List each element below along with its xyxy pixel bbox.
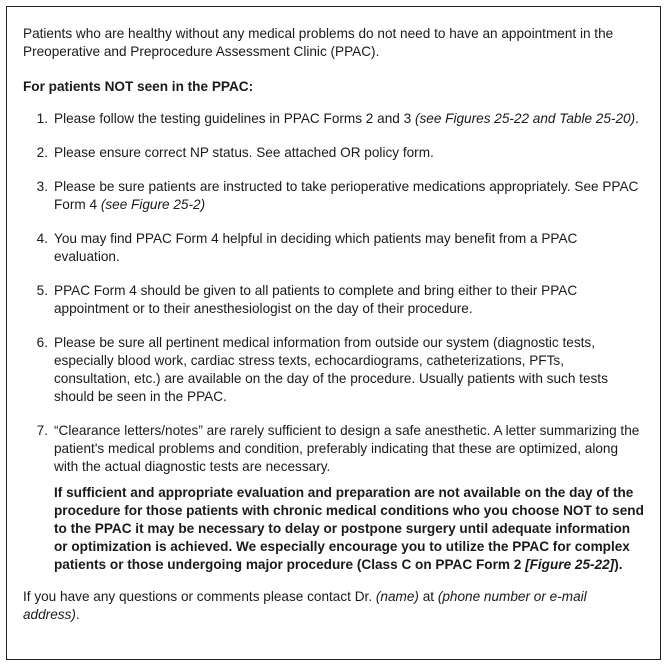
intro-paragraph: Patients who are healthy without any medical problems do not need to have an appointment in the Preoperative and Preprocedure Assessment Clinic (PPAC). — [23, 26, 614, 59]
list-item-number: 4. — [36, 231, 48, 246]
contact-name-placeholder: (name) — [375, 589, 419, 604]
instruction-list — [23, 110, 644, 476]
list-item-text — [54, 422, 644, 476]
list-item — [23, 110, 644, 128]
contact-text: If you have any questions or comments please contact Dr. — [23, 589, 376, 604]
ppac-notice-box — [6, 6, 661, 660]
warning-trailing: ). — [614, 557, 623, 572]
contact-text: . — [75, 607, 80, 622]
list-item — [23, 178, 644, 214]
list-item-number: 6. — [36, 335, 48, 350]
contact-paragraph — [23, 588, 644, 624]
list-item-text — [54, 230, 644, 266]
list-item-text — [54, 282, 644, 318]
contact-phone-placeholder: (phone number or e-mail address) — [23, 589, 587, 622]
item-text: Please be sure all pertinent medical information from outside our system (diagnostic tests, especially blood work, cardiac stress texts, echocardiograms, catheterizations, PFTs, consultation, etc.) are available on the day of the procedure. Usually patients with such tests should be seen in the PPAC. — [54, 335, 608, 404]
list-item — [23, 144, 644, 162]
item-text: Please be sure patients are instructed to take perioperative medications appropriately. See PPAC Form 4 — [54, 179, 639, 212]
item-text: Please ensure correct NP status. See attached OR policy form. — [54, 145, 434, 160]
item-text: You may find PPAC Form 4 helpful in deciding which patients may benefit from a PPAC evaluation. — [54, 231, 578, 264]
list-item-text — [54, 144, 644, 162]
list-item-text — [54, 110, 644, 128]
section-heading: For patients NOT seen in the PPAC: — [23, 79, 254, 94]
figure-reference: (see Figures 25-22 and Table 25-20) — [414, 111, 636, 126]
list-item-text — [54, 334, 644, 406]
list-item — [23, 334, 644, 406]
list-item — [23, 282, 644, 318]
warning-paragraph — [54, 484, 644, 574]
item-text: Please follow the testing guidelines in PPAC Forms 2 and 3 — [54, 111, 415, 126]
list-item — [23, 230, 644, 266]
figure-reference: [Figure 25-22] — [525, 557, 615, 572]
item-trailing: . — [635, 111, 639, 126]
item-text: “Clearance letters/notes” are rarely sufficient to design a safe anesthetic. A letter summarizing the patient's medical problems and condition, preferably indicating that these are optimized, along with the actual diagnostic tests are necessary. — [54, 423, 640, 474]
list-item-number: 5. — [36, 283, 48, 298]
list-item-number: 3. — [36, 179, 48, 194]
warning-text: If sufficient and appropriate evaluation and preparation are not available on the day of the procedure for those patients with chronic medical conditions who you choose NOT to send to the PPAC it may be necessary to delay or postpone surgery until adequate information or optimization is achieved. We especially encourage you to utilize the PPAC for complex patients or those undergoing major procedure (Class C on PPAC Form 2 — [54, 485, 644, 572]
list-item-number: 7. — [36, 423, 48, 438]
figure-reference: (see Figure 25-2) — [100, 197, 206, 212]
list-item-text — [54, 178, 644, 214]
list-item — [23, 422, 644, 476]
item-text: PPAC Form 4 should be given to all patients to complete and bring either to their PPAC appointment or to their anesthesiologist on the day of their procedure. — [54, 283, 578, 316]
contact-text: at — [418, 589, 438, 604]
list-item-number: 2. — [36, 145, 48, 160]
list-item-number: 1. — [36, 111, 48, 126]
